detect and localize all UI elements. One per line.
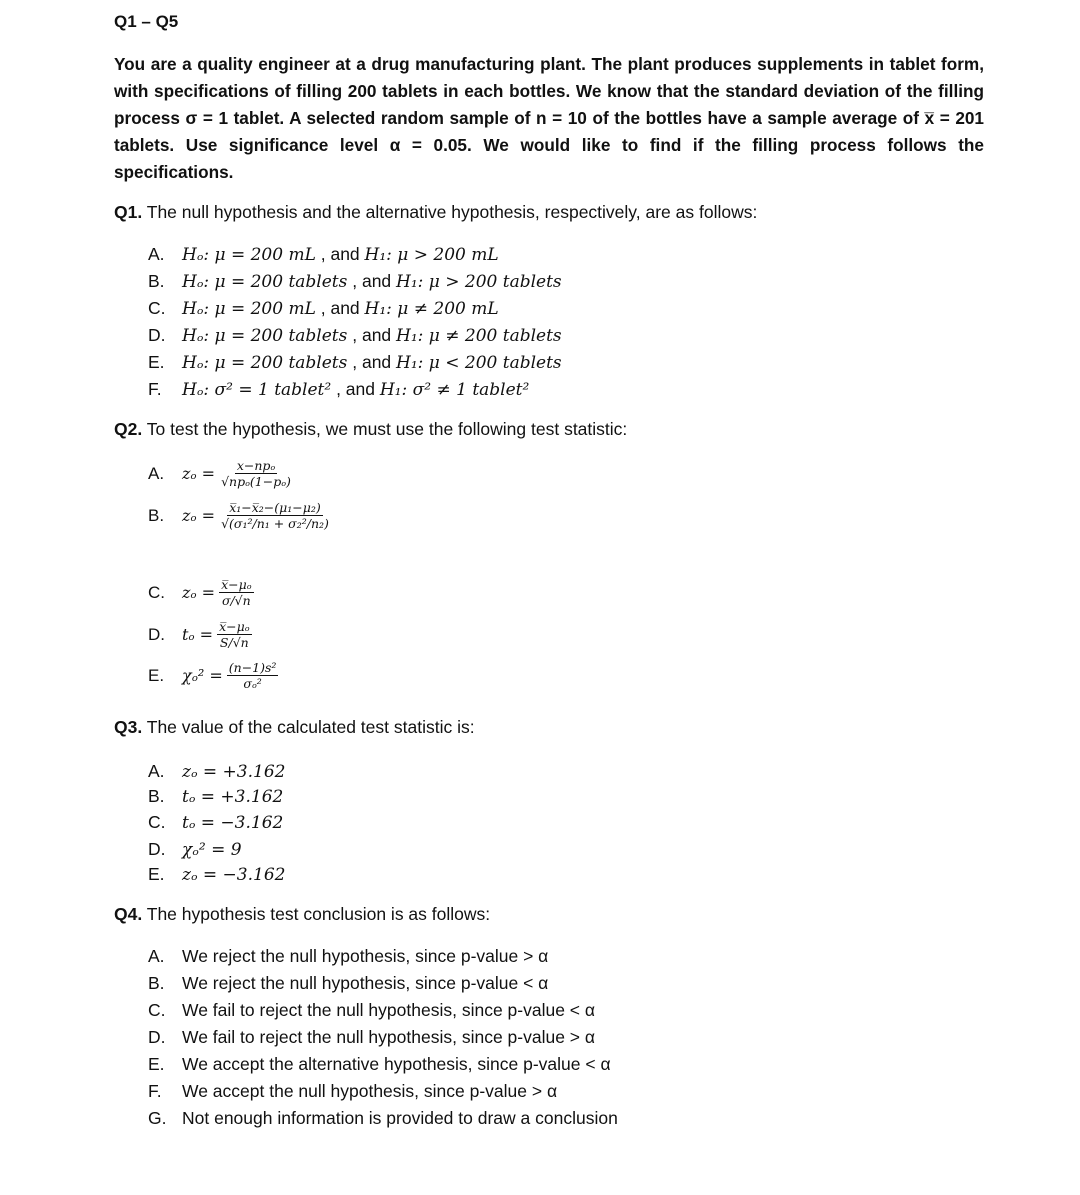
q1-option[interactable]	[148, 268, 562, 294]
q1-heading	[114, 202, 757, 223]
option-letter: G.	[148, 1108, 167, 1128]
q4-number: Q4.	[114, 904, 143, 924]
q4-option[interactable]	[148, 970, 548, 996]
conclusion-text: We accept the alternative hypothesis, since p-value < α	[182, 1054, 611, 1074]
alternative-hypothesis: H₁: μ > 200 tablets	[396, 272, 562, 292]
connector-text: , and	[315, 298, 365, 318]
q1-number: Q1.	[114, 202, 143, 222]
q2-option[interactable]	[148, 500, 331, 531]
formula-fraction	[219, 458, 293, 489]
q1-option[interactable]	[148, 241, 499, 267]
conclusion-text: We reject the null hypothesis, since p-value < α	[182, 973, 549, 993]
option-letter: B.	[148, 271, 165, 291]
formula-fraction	[219, 577, 253, 608]
connector-text: , and	[315, 244, 365, 264]
formula-numerator: x̅₁−x̅₂−(μ₁−μ₂)	[229, 500, 321, 515]
q2-text: To test the hypothesis, we must use the following test statistic:	[142, 419, 628, 439]
q4-option[interactable]	[148, 1051, 611, 1077]
statistic-symbol: tₒ =	[182, 625, 214, 644]
formula-denominator: √npₒ(1−pₒ)	[221, 474, 291, 489]
null-hypothesis: Hₒ: σ² = 1 tablet²	[182, 380, 332, 400]
q4-text: The hypothesis test conclusion is as follows:	[142, 904, 491, 924]
formula-numerator: x−npₒ	[236, 458, 276, 473]
q4-heading	[114, 904, 490, 925]
option-letter: E.	[148, 1054, 165, 1074]
null-hypothesis: Hₒ: μ = 200 mL	[182, 299, 316, 319]
option-letter: D.	[148, 839, 166, 859]
q4-option[interactable]	[148, 1105, 618, 1131]
option-letter: B.	[148, 786, 165, 806]
option-letter: C.	[148, 1000, 166, 1020]
q3-option[interactable]	[148, 809, 283, 835]
formula-fraction	[227, 660, 279, 691]
page-title: Q1 – Q5	[114, 12, 179, 31]
formula-denominator: √(σ₁²/n₁ + σ₂²/n₂)	[221, 516, 329, 531]
q2-option[interactable]	[148, 458, 293, 489]
formula-denominator: σₒ²	[243, 676, 262, 691]
conclusion-text: We fail to reject the null hypothesis, since p-value > α	[182, 1027, 595, 1047]
conclusion-text: We reject the null hypothesis, since p-value > α	[182, 946, 549, 966]
q3-option[interactable]	[148, 783, 283, 809]
q4-option[interactable]	[148, 1024, 595, 1050]
option-letter: C.	[148, 812, 166, 832]
option-letter: A.	[148, 244, 165, 264]
null-hypothesis: Hₒ: μ = 200 mL	[182, 245, 316, 265]
statistic-symbol: zₒ =	[182, 506, 216, 525]
q2-number: Q2.	[114, 419, 143, 439]
option-letter: C.	[148, 582, 165, 602]
q2-option[interactable]	[148, 577, 254, 608]
formula-denominator: S/√n	[219, 635, 249, 650]
q4-option[interactable]	[148, 1078, 557, 1104]
alternative-hypothesis: H₁: μ > 200 mL	[364, 245, 499, 265]
option-letter: D.	[148, 325, 166, 345]
q1-option[interactable]	[148, 295, 499, 321]
statistic-value: tₒ = −3.162	[182, 813, 284, 833]
q3-number: Q3.	[114, 717, 143, 737]
q4-option[interactable]	[148, 943, 548, 969]
alternative-hypothesis: H₁: σ² ≠ 1 tablet²	[379, 380, 530, 400]
option-letter: D.	[148, 624, 165, 644]
option-letter: E.	[148, 864, 165, 884]
q1-option[interactable]	[148, 322, 562, 348]
statistic-symbol: zₒ =	[182, 583, 216, 602]
null-hypothesis: Hₒ: μ = 200 tablets	[182, 326, 348, 346]
q3-option[interactable]	[148, 861, 285, 887]
option-letter: A.	[148, 463, 165, 483]
formula-numerator: (n−1)s²	[228, 660, 277, 675]
option-letter: E.	[148, 665, 165, 685]
alternative-hypothesis: H₁: μ ≠ 200 mL	[364, 299, 499, 319]
option-letter: A.	[148, 761, 165, 781]
formula-fraction	[219, 500, 331, 531]
q3-heading	[114, 717, 475, 738]
formula-denominator: σ/√n	[221, 593, 251, 608]
formula-fraction	[217, 619, 251, 650]
q2-option[interactable]	[148, 660, 278, 691]
alternative-hypothesis: H₁: μ ≠ 200 tablets	[396, 326, 562, 346]
option-letter: F.	[148, 379, 162, 399]
q3-option[interactable]	[148, 758, 285, 784]
q2-heading	[114, 419, 627, 440]
statistic-symbol: χₒ² =	[182, 666, 223, 685]
connector-text: , and	[347, 325, 397, 345]
q1-text: The null hypothesis and the alternative hypothesis, respectively, are as follows:	[142, 202, 758, 222]
option-letter: F.	[148, 1081, 162, 1101]
option-letter: B.	[148, 505, 165, 525]
alternative-hypothesis: H₁: μ < 200 tablets	[396, 353, 562, 373]
formula-numerator: x̅−μₒ	[221, 577, 252, 592]
statistic-symbol: zₒ =	[182, 464, 216, 483]
statistic-value: zₒ = −3.162	[182, 865, 286, 885]
null-hypothesis: Hₒ: μ = 200 tablets	[182, 353, 348, 373]
statistic-value: tₒ = +3.162	[182, 787, 284, 807]
option-letter: E.	[148, 352, 165, 372]
formula-numerator: x̅−μₒ	[219, 619, 250, 634]
conclusion-text: We accept the null hypothesis, since p-value > α	[182, 1081, 558, 1101]
option-letter: C.	[148, 298, 166, 318]
statistic-value: χₒ² = 9	[182, 840, 242, 860]
conclusion-text: We fail to reject the null hypothesis, since p-value < α	[182, 1000, 595, 1020]
q3-option[interactable]	[148, 836, 242, 862]
statistic-value: zₒ = +3.162	[182, 762, 286, 782]
q2-option[interactable]	[148, 619, 252, 650]
connector-text: , and	[347, 271, 397, 291]
q4-option[interactable]	[148, 997, 595, 1023]
q3-text: The value of the calculated test statistic is:	[142, 717, 475, 737]
connector-text: , and	[347, 352, 397, 372]
q1-option[interactable]	[148, 376, 529, 402]
null-hypothesis: Hₒ: μ = 200 tablets	[182, 272, 348, 292]
problem-statement: You are a quality engineer at a drug manufacturing plant. The plant produces supplements in tablet form, with specifications of filling 200 tablets in each bottles. We know that the standard deviation of the filling process σ = 1 tablet. A selected random sample of n = 10 of the bottles have a sample average of x̅ = 201 tablets. Use significance level α = 0.05. We would like to find if the filling process follows the specifications.	[114, 54, 984, 182]
option-letter: A.	[148, 946, 165, 966]
connector-text: , and	[331, 379, 380, 399]
option-letter: B.	[148, 973, 165, 993]
conclusion-text: Not enough information is provided to draw a conclusion	[182, 1108, 618, 1128]
option-letter: D.	[148, 1027, 166, 1047]
q1-option[interactable]	[148, 349, 562, 375]
